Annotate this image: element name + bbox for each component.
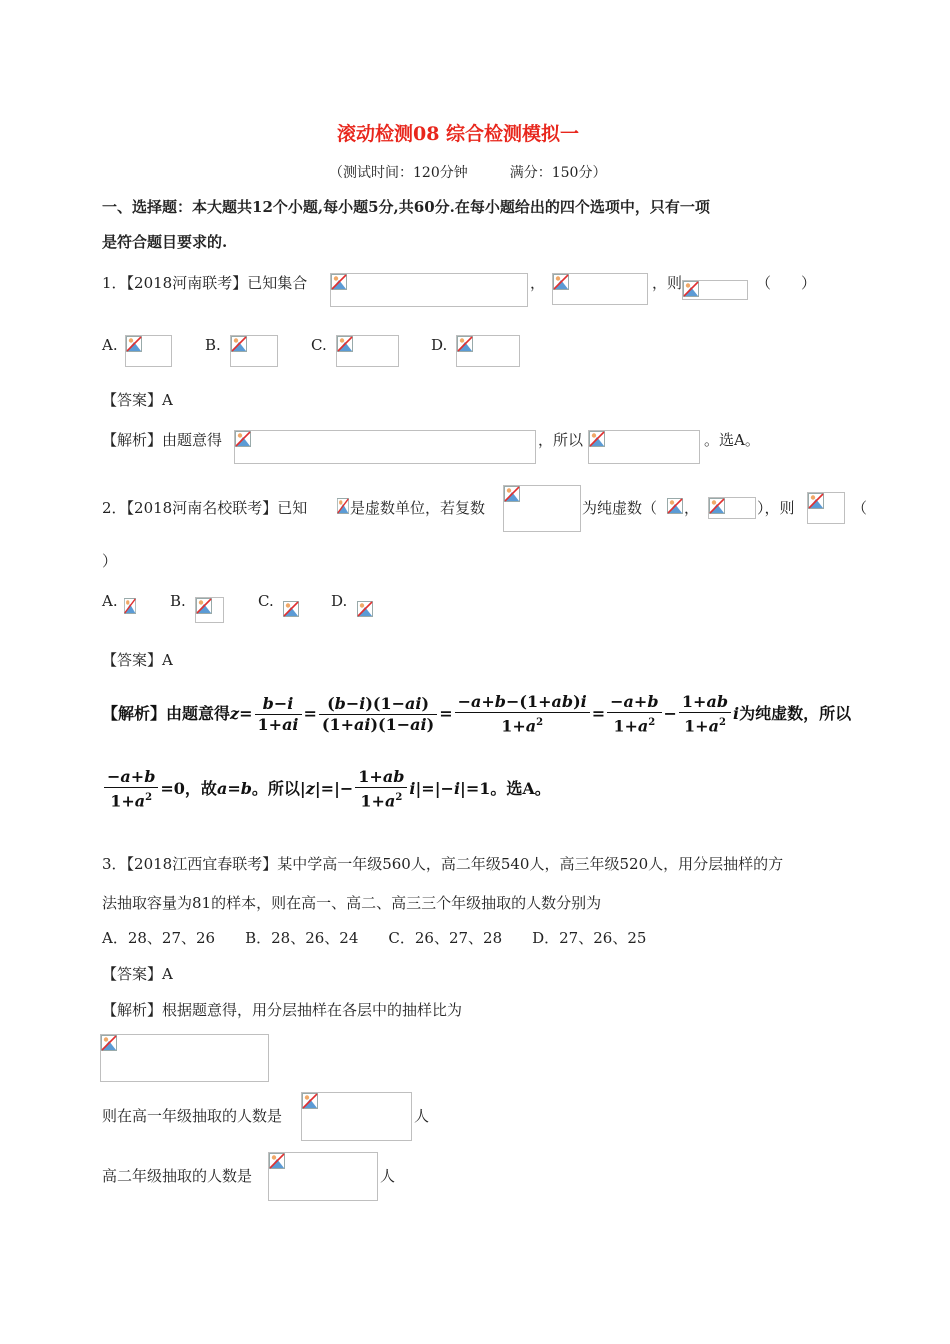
broken-image-icon — [357, 601, 373, 617]
broken-image-icon — [231, 336, 247, 352]
q3-grade2-unit: 人 — [380, 1167, 396, 1185]
q1-analysis-end: 。选A。 — [704, 431, 760, 449]
broken-image-icon — [124, 598, 136, 614]
q1-analysis-image-2 — [588, 430, 700, 464]
q2-paren-close: ） — [102, 552, 118, 570]
q2-line2-mid2: 。所以 — [251, 779, 300, 798]
q1-set-b-image — [552, 273, 648, 305]
exam-meta: （测试时间：120分钟 满分：150分） — [329, 165, 607, 181]
section-heading-line2: 是符合题目要求的. — [102, 233, 228, 251]
q1-option-d-image — [456, 335, 520, 367]
q2-line2-mid: ，故 — [184, 779, 217, 798]
q3-analysis: 【解析】根据题意得，用分层抽样在各层中的抽样比为 — [102, 1001, 463, 1019]
page-title: 滚动检测08 综合检测模拟一 — [337, 123, 580, 145]
q2-analysis-line2: $\frac{-a+b}{1+a^2}$ =0，故a=b。所以|z|=|− $\frac{1+ab}{1+a^2}$ i|=|−i|=1。选A。 — [102, 765, 551, 813]
q3-options: A．28、27、26 B．28、26、24 C．26、27、28 D．27、26、25 — [102, 929, 647, 947]
q3-grade1-text: 则在高一年级抽取的人数是 — [102, 1107, 283, 1125]
q1-option-c-image — [336, 335, 399, 367]
q2-option-b-image — [195, 597, 224, 623]
q2-a-image — [667, 498, 683, 518]
q1-analysis-label: 【解析】由题意得 — [102, 431, 223, 449]
q2-analysis-tail: 为纯虚数，所以 — [739, 704, 852, 723]
q1-option-a-label: A. — [102, 336, 118, 354]
q2-option-d-image — [357, 601, 373, 621]
broken-image-icon — [269, 1153, 285, 1169]
q3-ratio-image — [100, 1034, 269, 1082]
q1-question-image — [682, 280, 748, 300]
q1-analysis-mid: ，所以 — [538, 431, 584, 449]
broken-image-icon — [101, 1035, 117, 1051]
q3-stem-line1: 3．【2018江西宜春联考】某中学高一年级560人，高二年级540人，高三年级520人，用分层抽样的方 — [102, 855, 784, 873]
broken-image-icon — [589, 431, 605, 447]
q2-stem: 2．【2018河南名校联考】已知 — [102, 499, 308, 517]
q1-then: ，则 — [652, 274, 683, 292]
broken-image-icon — [553, 274, 569, 290]
broken-image-icon — [302, 1093, 318, 1109]
q2-complex-image — [503, 485, 581, 532]
q1-option-d-label: D. — [431, 336, 448, 354]
q2-comma: ， — [684, 499, 700, 517]
q3-answer: 【答案】A — [102, 965, 173, 983]
q2-b-image — [708, 497, 756, 519]
q1-option-b-image — [230, 335, 278, 367]
q3-grade1-image — [301, 1092, 412, 1141]
q1-stem: 1．【2018河南联考】已知集合 — [102, 274, 308, 292]
broken-image-icon — [504, 486, 520, 502]
broken-image-icon — [667, 498, 683, 514]
q3-grade2-image — [268, 1152, 378, 1201]
q2-mid1: 是虚数单位，若复数 — [350, 499, 486, 517]
q2-i-image — [337, 498, 349, 518]
q3-grade2-text: 高二年级抽取的人数是 — [102, 1167, 253, 1185]
q2-analysis-label: 【解析】由题意得 — [102, 704, 231, 723]
broken-image-icon — [683, 281, 699, 297]
q1-paren: （ ） — [756, 274, 817, 292]
q3-grade1-unit: 人 — [414, 1107, 430, 1125]
broken-image-icon — [808, 493, 824, 509]
broken-image-icon — [126, 336, 142, 352]
q1-sep: ， — [530, 274, 546, 292]
broken-image-icon — [196, 598, 212, 614]
q2-paren-open: （ — [852, 499, 868, 517]
q1-answer: 【答案】A — [102, 391, 173, 409]
q1-set-a-image — [330, 273, 528, 307]
q3-stem-line2: 法抽取容量为81的样本，则在高一、高二、高三三个年级抽取的人数分别为 — [102, 894, 602, 912]
broken-image-icon — [283, 601, 299, 617]
q2-analysis-line1: 【解析】由题意得z= $\frac{b-i}{1+ai}$ = $\frac{(b-i)(1-ai)}{(1+ai)(1-ai)}$ = $\frac{-a+b-(1+ab)i}{1+a^2}$ = $\frac{-a+b}{1+a^2}$ − $\frac{1+ab}{1+a^2}$ i为纯虚数，所以 — [102, 692, 852, 736]
broken-image-icon — [337, 336, 353, 352]
broken-image-icon — [337, 498, 349, 514]
q2-option-c-label: C. — [258, 592, 274, 610]
q2-option-a-image — [124, 598, 136, 620]
q2-line2-end: 。选A。 — [490, 779, 551, 798]
q1-option-c-label: C. — [311, 336, 327, 354]
section-heading-line1: 一、选择题：本大题共12个小题,每小题5分,共60分.在每小题给出的四个选项中，只有一项 — [102, 198, 710, 216]
q2-question-image — [807, 492, 845, 524]
q1-option-b-label: B. — [205, 336, 221, 354]
broken-image-icon — [331, 274, 347, 290]
q2-mid2: 为纯虚数（ — [582, 499, 658, 517]
q2-mid3: ），则 — [757, 499, 795, 517]
q2-option-d-label: D. — [331, 592, 348, 610]
broken-image-icon — [709, 498, 725, 514]
q2-option-a-label: A. — [102, 592, 118, 610]
q2-answer: 【答案】A — [102, 651, 173, 669]
broken-image-icon — [457, 336, 473, 352]
q1-option-a-image — [125, 335, 172, 367]
q1-analysis-image-1 — [234, 430, 536, 464]
q2-option-c-image — [283, 601, 301, 621]
q2-option-b-label: B. — [170, 592, 186, 610]
broken-image-icon — [235, 431, 251, 447]
